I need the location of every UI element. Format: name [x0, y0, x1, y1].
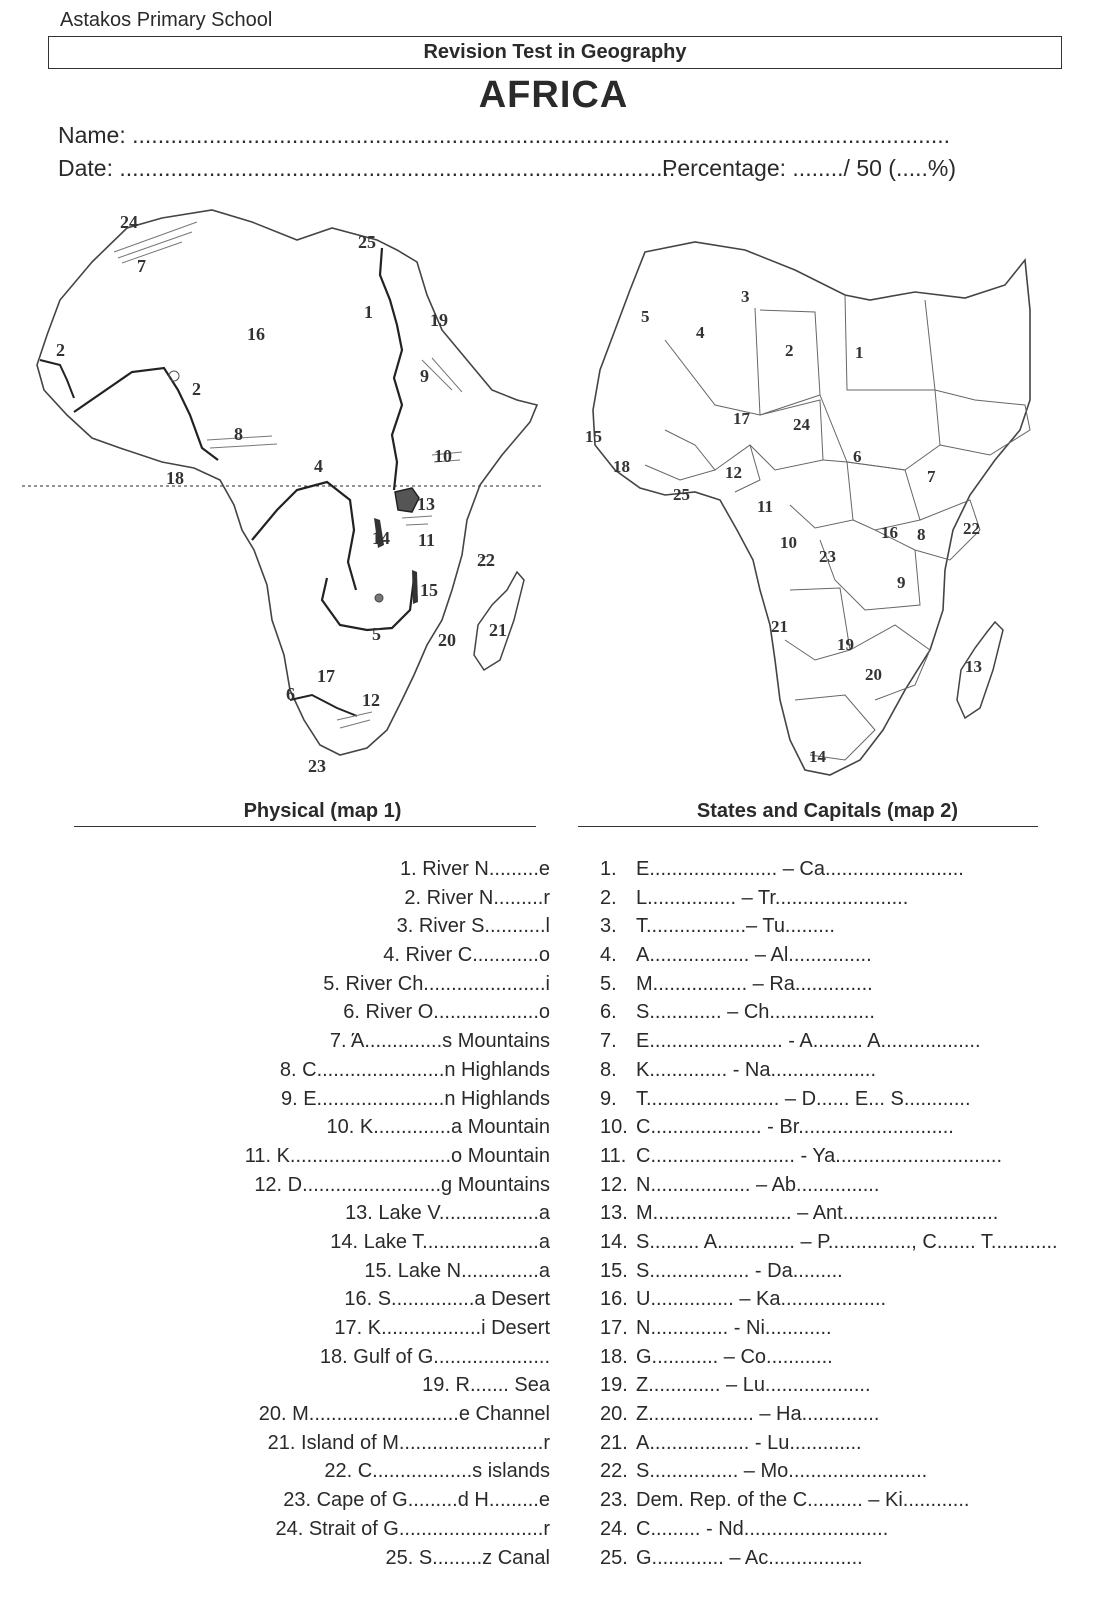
item-number: 24.: [600, 1517, 628, 1540]
list-item: [600, 855, 1080, 884]
list-item: 19. R....... Sea: [422, 1374, 550, 1397]
item-text: Z............. – Lu...................: [636, 1374, 871, 1397]
map-number: 9: [897, 573, 906, 592]
map-number: 23: [308, 756, 326, 776]
item-text: E........................ - A......... A..................: [636, 1030, 981, 1053]
map-number: 7: [927, 467, 936, 486]
list-item: [600, 1142, 1080, 1171]
list-item: [600, 1343, 1080, 1372]
list-item: 10. K..............a Mountain: [326, 1116, 550, 1139]
list-item: 13. Lake V..................a: [345, 1202, 550, 1225]
school-name: Astakos Primary School: [60, 9, 273, 31]
map-number: 11: [757, 497, 774, 516]
map-number: 1: [364, 302, 373, 322]
list-item: [600, 1544, 1080, 1573]
lake-nyasa: [412, 570, 418, 604]
map-number: 2: [56, 340, 65, 360]
africa-outline: [593, 242, 1030, 775]
map-number: 4: [696, 323, 705, 342]
list-item: 22. C..................s islands: [324, 1460, 550, 1483]
map-number: 19: [430, 310, 448, 330]
item-number: 7.: [600, 1030, 617, 1053]
map-number: 9: [420, 366, 429, 386]
map-number: 17: [733, 409, 750, 428]
map-number: 15: [585, 427, 602, 446]
item-text: A.................. – Al...............: [636, 944, 872, 967]
list-item: [600, 1257, 1080, 1286]
item-text: T........................ – D...... E... S............: [636, 1087, 971, 1110]
item-number: 25.: [600, 1546, 628, 1569]
item-text: S............. – Ch...................: [636, 1001, 875, 1024]
item-text: S.................. - Da.........: [636, 1259, 843, 1282]
list-item: [600, 1400, 1080, 1429]
map-number: 24: [793, 415, 810, 434]
item-number: 10.: [600, 1116, 628, 1139]
item-number: 20.: [600, 1403, 628, 1426]
list-item: 3. River S...........l: [396, 915, 550, 938]
list-item: 16. S...............a Desert: [344, 1288, 550, 1311]
africa-outline: [37, 210, 537, 755]
list-item: [600, 1056, 1080, 1085]
map-number: 8: [917, 525, 926, 544]
political-map: [585, 230, 1055, 800]
item-text: G............. – Ac.................: [636, 1546, 863, 1569]
map-number: 6: [853, 447, 862, 466]
list-item: [600, 1371, 1080, 1400]
states-list: [600, 855, 1080, 1572]
name-field[interactable]: Name: ................................................................................................................................: [58, 122, 951, 148]
map-number: 12: [725, 463, 742, 482]
list-item: [600, 1027, 1080, 1056]
list-item: 5. River Ch......................i: [323, 972, 550, 995]
list-item: 18. Gulf of G.....................: [319, 1345, 550, 1368]
date-field[interactable]: Date: .......................................................................................: [58, 155, 676, 181]
list-item: [600, 1285, 1080, 1314]
item-number: 17.: [600, 1317, 628, 1339]
list-item: 23. Cape of G.........d H.........e: [283, 1489, 550, 1512]
page-title: AFRICA: [478, 74, 629, 116]
list-item: 1. River N.........e: [399, 858, 550, 880]
list-item: 25. S.........z Canal: [385, 1546, 550, 1569]
item-text: Z................... – Ha..............: [636, 1403, 880, 1426]
item-text: S......... A.............. – P..............., C....... T............: [636, 1230, 1058, 1253]
item-text: M................. – Ra..............: [636, 972, 873, 995]
map-number: 14: [372, 528, 390, 548]
list-item: [600, 1199, 1080, 1228]
map-number: 18: [166, 468, 184, 488]
map-number: 16: [247, 324, 265, 344]
item-text: A.................. - Lu.............: [636, 1431, 862, 1454]
map-number: 16: [881, 523, 898, 542]
item-number: 1.: [600, 858, 617, 880]
map-number: 14: [809, 747, 826, 766]
physical-list: [90, 855, 550, 1572]
divider: [578, 826, 1038, 827]
list-item: 8. C.......................n Highlands: [279, 1058, 550, 1081]
item-number: 19.: [600, 1374, 628, 1397]
physical-map: [22, 200, 557, 790]
item-number: 22.: [600, 1460, 628, 1483]
map-marker: [375, 594, 383, 602]
item-number: 2.: [600, 886, 617, 909]
list-item: [600, 1515, 1080, 1544]
river-zambezi: [322, 578, 414, 630]
map-marker: [169, 371, 179, 381]
item-number: 5.: [600, 972, 617, 995]
map-number: 3: [741, 287, 750, 306]
map-number: 19: [837, 635, 854, 654]
divider: [74, 826, 536, 827]
map-number: 22: [477, 550, 495, 570]
map-number: 1: [855, 343, 864, 362]
list-item: 2. River N.........r: [404, 886, 550, 909]
item-text: C.................... - Br............................: [636, 1116, 954, 1139]
map-number: 12: [362, 690, 380, 710]
item-number: 11.: [600, 1144, 627, 1167]
item-text: U............... – Ka...................: [636, 1288, 887, 1311]
map-number: 5: [372, 624, 381, 644]
item-text: N.................. – Ab...............: [636, 1173, 880, 1196]
states-heading: States and Capitals (map 2): [696, 800, 959, 822]
list-item: 6. River O...................o: [343, 1001, 550, 1024]
item-text: G............ – Co............: [636, 1345, 833, 1368]
item-number: 12.: [600, 1173, 628, 1196]
item-text: E....................... – Ca.........................: [636, 858, 964, 880]
list-item: [600, 1457, 1080, 1486]
list-item: [600, 1171, 1080, 1200]
river-congo: [252, 482, 356, 590]
map-number: 21: [771, 617, 788, 636]
item-number: 23.: [600, 1489, 628, 1512]
list-item: 15. Lake N..............a: [364, 1259, 550, 1282]
map-number: 23: [819, 547, 836, 566]
list-item: [600, 970, 1080, 999]
list-item: 4. River C............o: [383, 944, 550, 967]
item-text: L................ – Tr........................: [636, 886, 909, 909]
list-item: 7. Ά..............s Mountains: [329, 1030, 550, 1053]
map-number: 18: [613, 457, 630, 476]
map-number: 22: [963, 519, 980, 538]
item-text: C.......................... - Ya..............................: [636, 1144, 1003, 1167]
map-number: 21: [489, 620, 507, 640]
list-item: [600, 1228, 1080, 1257]
item-text: C......... - Nd..........................: [636, 1517, 889, 1540]
map-number: 13: [417, 494, 435, 514]
map-number: 7: [137, 256, 146, 276]
list-item: [600, 941, 1080, 970]
item-text: T..................– Tu.........: [636, 915, 835, 938]
percentage-field[interactable]: Percentage: ......../ 50 (.....%): [662, 155, 957, 181]
map-number: 11: [418, 530, 436, 550]
list-item: [600, 1085, 1080, 1114]
map-number: 24: [120, 212, 138, 232]
item-text: M......................... – Ant............................: [636, 1202, 999, 1225]
map-number: 20: [438, 630, 456, 650]
list-item: 17. K..................i Desert: [334, 1317, 550, 1339]
physical-heading: Physical (map 1): [243, 800, 402, 822]
item-number: 4.: [600, 944, 617, 967]
item-number: 16.: [600, 1288, 628, 1311]
map-number: 2: [192, 379, 201, 399]
map-number: 5: [641, 307, 650, 326]
list-item: 20. M...........................e Channel: [258, 1403, 550, 1426]
item-number: 13.: [600, 1202, 628, 1225]
list-item: [600, 1429, 1080, 1458]
item-text: K.............. - Na...................: [636, 1058, 877, 1081]
map-number: 25: [358, 232, 376, 252]
list-item: 24. Strait of G..........................r: [275, 1517, 550, 1540]
map-number: 25: [673, 485, 690, 504]
list-item: [600, 1486, 1080, 1515]
list-item: 11. K.............................o Mountain: [244, 1144, 550, 1167]
item-number: 18.: [600, 1345, 628, 1368]
map-number: 17: [317, 666, 335, 686]
map-number: 4: [314, 456, 323, 476]
list-item: [600, 884, 1080, 913]
list-item: 14. Lake T.....................a: [330, 1230, 550, 1253]
map-number: 2: [785, 341, 794, 360]
item-number: 3.: [600, 915, 617, 938]
item-text: Dem. Rep. of the C.......... – Ki............: [636, 1489, 970, 1512]
list-item: [600, 998, 1080, 1027]
list-item: [600, 1314, 1080, 1343]
item-number: 8.: [600, 1058, 617, 1081]
item-number: 15.: [600, 1259, 628, 1282]
list-item: [600, 1113, 1080, 1142]
item-number: 9.: [600, 1087, 617, 1110]
list-item: 21. Island of M..........................r: [267, 1431, 550, 1454]
map-number: 13: [965, 657, 982, 676]
list-item: [600, 912, 1080, 941]
map-number: 10: [780, 533, 797, 552]
map-number: 15: [420, 580, 438, 600]
lake-victoria: [395, 488, 419, 512]
item-number: 6.: [600, 1001, 617, 1024]
test-title: Revision Test in Geography: [48, 36, 1062, 69]
list-item: 9. E.......................n Highlands: [280, 1087, 550, 1110]
map-number: 20: [865, 665, 882, 684]
map-number: 10: [434, 446, 452, 466]
river-nile: [380, 248, 402, 490]
item-number: 21.: [600, 1431, 628, 1454]
map-number: 6: [286, 684, 295, 704]
item-number: 14.: [600, 1230, 628, 1253]
item-text: S................ – Mo.........................: [636, 1460, 928, 1483]
map-number: 8: [234, 424, 243, 444]
list-item: 12. D.........................g Mountains: [254, 1173, 550, 1196]
item-text: N.............. - Ni............: [636, 1317, 832, 1339]
